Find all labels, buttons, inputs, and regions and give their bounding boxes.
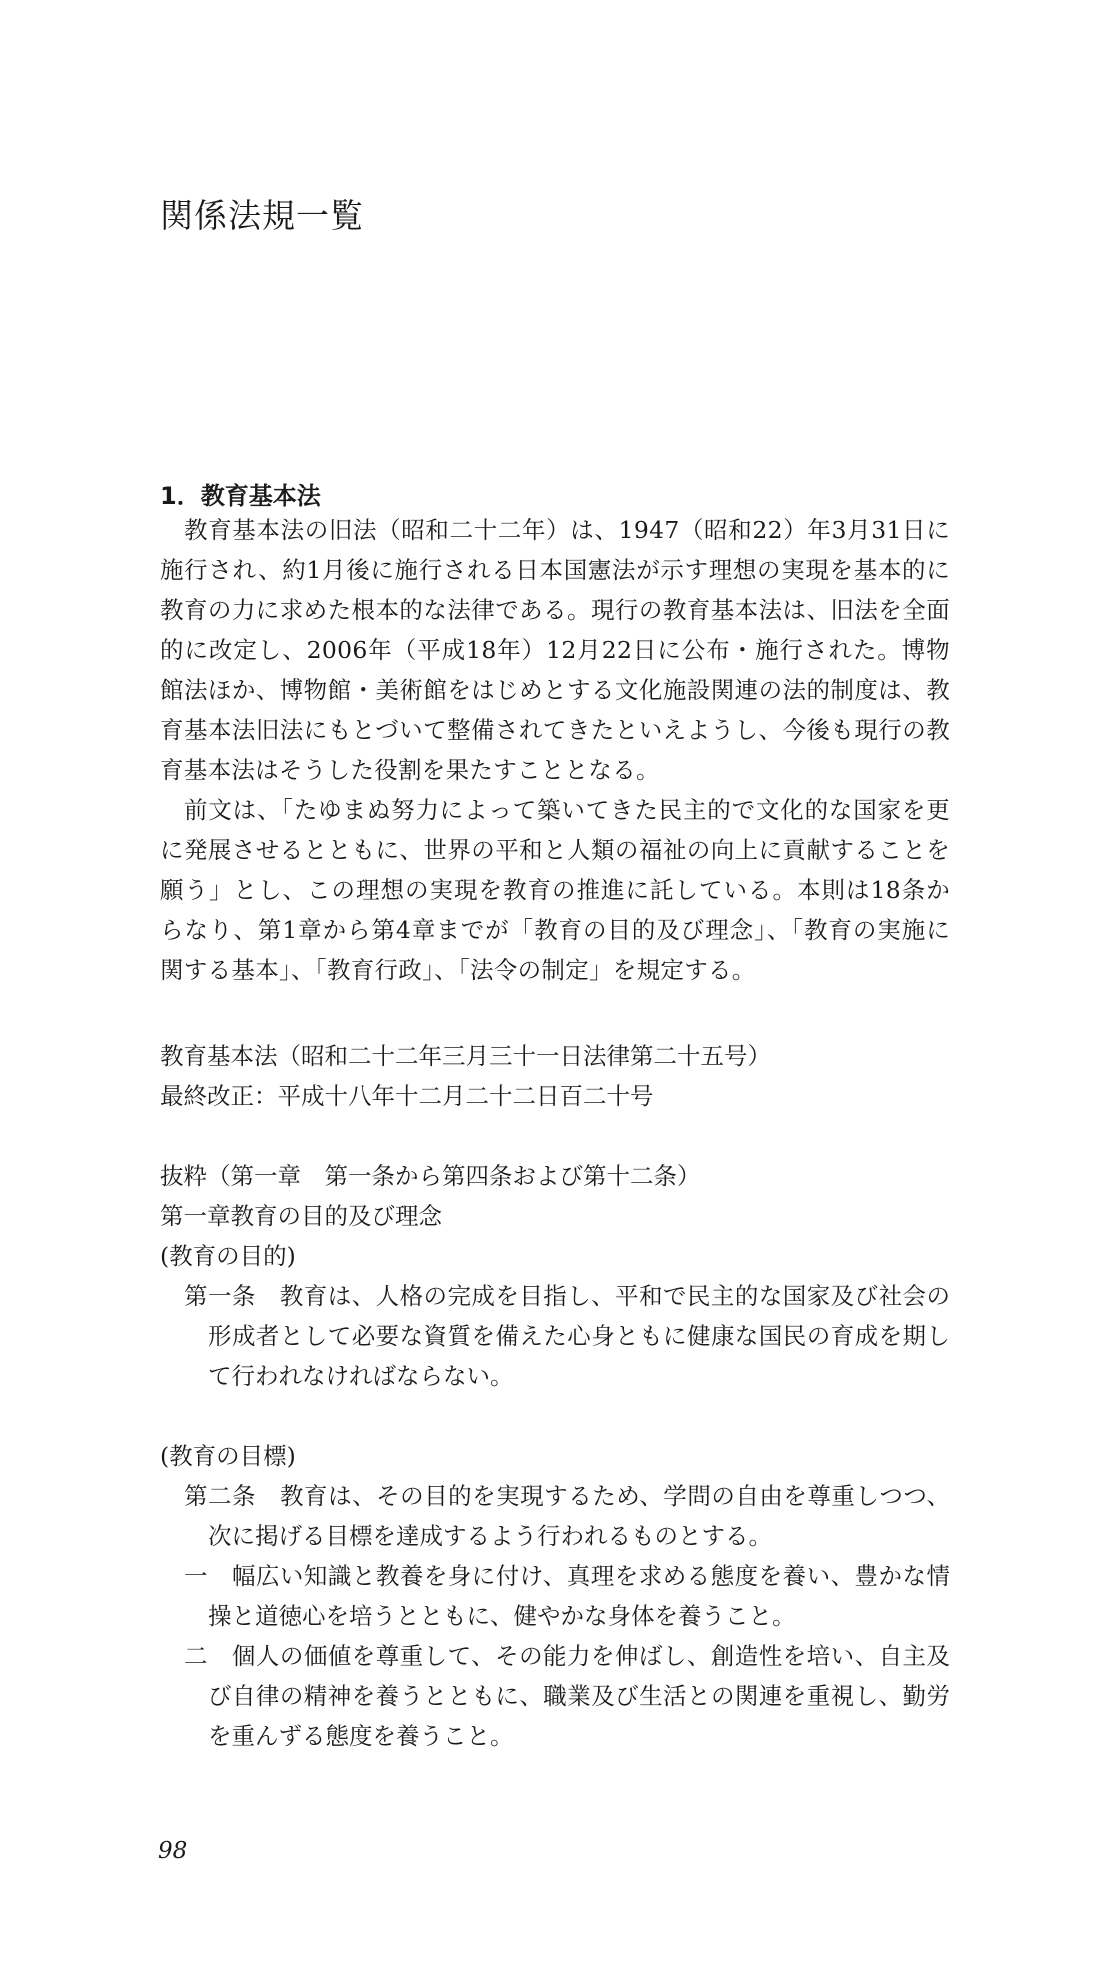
spacer bbox=[160, 1396, 950, 1436]
section-body bbox=[160, 510, 950, 990]
list-item: 二 個人の価値を尊重して、その能力を伸ばし、創造性を培い、自主及び自律の精神を養うとともに、職業及び生活との関連を重視し、勤労を重んずる態度を養うこと。 bbox=[184, 1642, 950, 1750]
excerpt bbox=[160, 1156, 950, 1756]
body-paragraph: 前文は、「たゆまぬ努力によって築いてきた民主的で文化的な国家を更に発展させるとともに、世界の平和と人類の福祉の向上に貢献することを願う」とし、この理想の実現を教育の推進に託している。本則は18条からなり、第1章から第4章までが「教育の目的及び理念」、「教育の実施に関する基本」、「教育行政」、「法令の制定」を規定する。 bbox=[160, 796, 950, 984]
list-item: 一 幅広い知識と教養を身に付け、真理を求める態度を養い、豊かな情操と道徳心を培うとともに、健やかな身体を養うこと。 bbox=[184, 1562, 950, 1630]
law-name: 教育基本法（昭和二十二年三月三十一日法律第二十五号） bbox=[160, 1042, 771, 1070]
article-caption: (教育の目標) bbox=[160, 1442, 296, 1470]
article-text: 第一条 教育は、人格の完成を目指し、平和で民主的な国家及び社会の形成者として必要な資質を備えた心身ともに健康な国民の育成を期して行われなければならない。 bbox=[184, 1282, 950, 1390]
chapter-title: 関係法規一覧 bbox=[160, 196, 364, 235]
section-heading: 1．教育基本法 bbox=[160, 482, 321, 510]
article-caption: (教育の目的) bbox=[160, 1242, 296, 1270]
last-revision: 最終改正：平成十八年十二月二十二日百二十号 bbox=[160, 1082, 654, 1110]
law-info bbox=[160, 1036, 950, 1116]
page-number: 98 bbox=[158, 1838, 188, 1864]
body-paragraph: 教育基本法の旧法（昭和二十二年）は、1947（昭和22）年3月31日に施行され、約1月後に施行される日本国憲法が示す理想の実現を基本的に教育の力に求めた根本的な法律である。現行の教育基本法は、旧法を全面的に改定し、2006年（平成18年）12月22日に公布・施行された。博物館法ほか、博物館・美術館をはじめとする文化施設関連の法的制度は、教育基本法旧法にもとづいて整備されてきたといえようし、今後も現行の教育基本法はそうした役割を果たすこととなる。 bbox=[160, 516, 950, 784]
excerpt-chapter: 第一章教育の目的及び理念 bbox=[160, 1202, 442, 1230]
article-text: 第二条 教育は、その目的を実現するため、学問の自由を尊重しつつ、次に掲げる目標を達成するよう行われるものとする。 bbox=[184, 1482, 950, 1550]
excerpt-note: 抜粋（第一章 第一条から第四条および第十二条） bbox=[160, 1162, 701, 1190]
